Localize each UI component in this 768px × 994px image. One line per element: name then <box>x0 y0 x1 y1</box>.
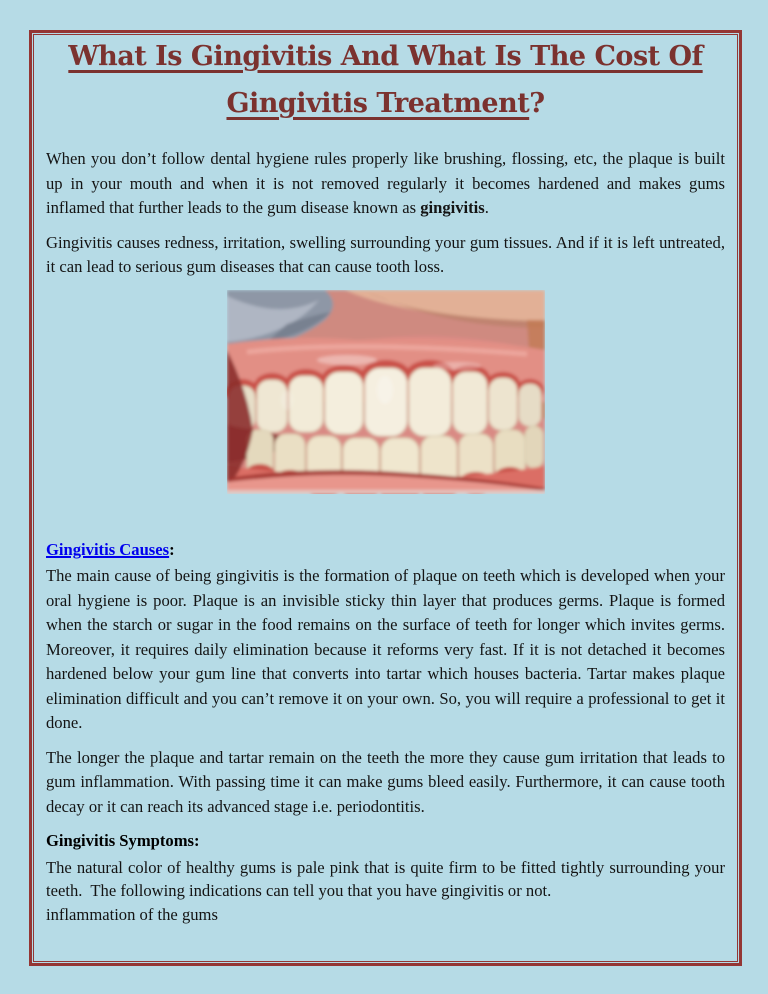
title-line-1: What Is Gingivitis And What Is The Cost Of <box>68 41 703 72</box>
causes-paragraph-1: The main cause of being gingivitis is the formation of plaque on teeth which is developed when your oral hygiene is poor. Plaque is an invisible sticky thin layer that produces germs. Plaque is formed when the starch or sugar in the food remains on the surface of teeth for longer which invites germs. Moreover, it requires daily elimination because it reforms very fast. If it is not detached it becomes hardened below your gum line that converts into tartar which houses bacteria. Tartar makes plaque elimination difficult and you can’t remove it on your own. So, you will require a professional to get it done. <box>46 566 725 732</box>
photo-container <box>46 290 725 494</box>
symptoms-heading: Gingivitis Symptoms: <box>46 831 200 850</box>
title-line-2: Gingivitis Treatment <box>226 88 530 119</box>
symptoms-line-1: The natural color of healthy gums is pale pink that is quite firm to be fitted tightly surrounding your teeth. The following indications can tell you that you have gingivitis or not. <box>46 857 725 900</box>
intro-paragraph-2: Gingivitis causes redness, irritation, swelling surrounding your gum tissues. And if it is left untreated, it can lead to serious gum diseases that can cause tooth loss. <box>46 232 725 276</box>
title-question-mark: ? <box>529 88 545 119</box>
gingivitis-bold-word: gingivitis <box>420 198 485 217</box>
causes-link[interactable]: Gingivitis Causes <box>46 539 170 559</box>
intro-text-end: . <box>484 198 489 217</box>
page-title <box>46 34 725 127</box>
intro-paragraph-1 <box>46 147 725 221</box>
page-border-inner <box>33 34 738 962</box>
causes-paragraph-2: The longer the plaque and tartar remain on the teeth the more they cause gum irritation that leads to gum inflammation. With passing time it can make gums bleed easily. Furthermore, it can cause tooth decay or it can reach its advanced stage i.e. periodontitis. <box>46 747 725 816</box>
causes-heading <box>46 538 725 563</box>
gingivitis-teeth-photo <box>227 290 545 494</box>
page-border <box>29 30 742 966</box>
intro-text-start: When you don’t follow dental hygiene rules properly like brushing, flossing, etc, the plaque is built up in your mouth and when it is not removed regularly it becomes hardened and makes gums inflamed that further leads to the gum disease known as <box>46 149 725 217</box>
symptoms-line-2: inflammation of the gums <box>46 904 218 924</box>
symptoms-paragraph <box>46 856 725 927</box>
causes-colon: : <box>169 539 175 559</box>
